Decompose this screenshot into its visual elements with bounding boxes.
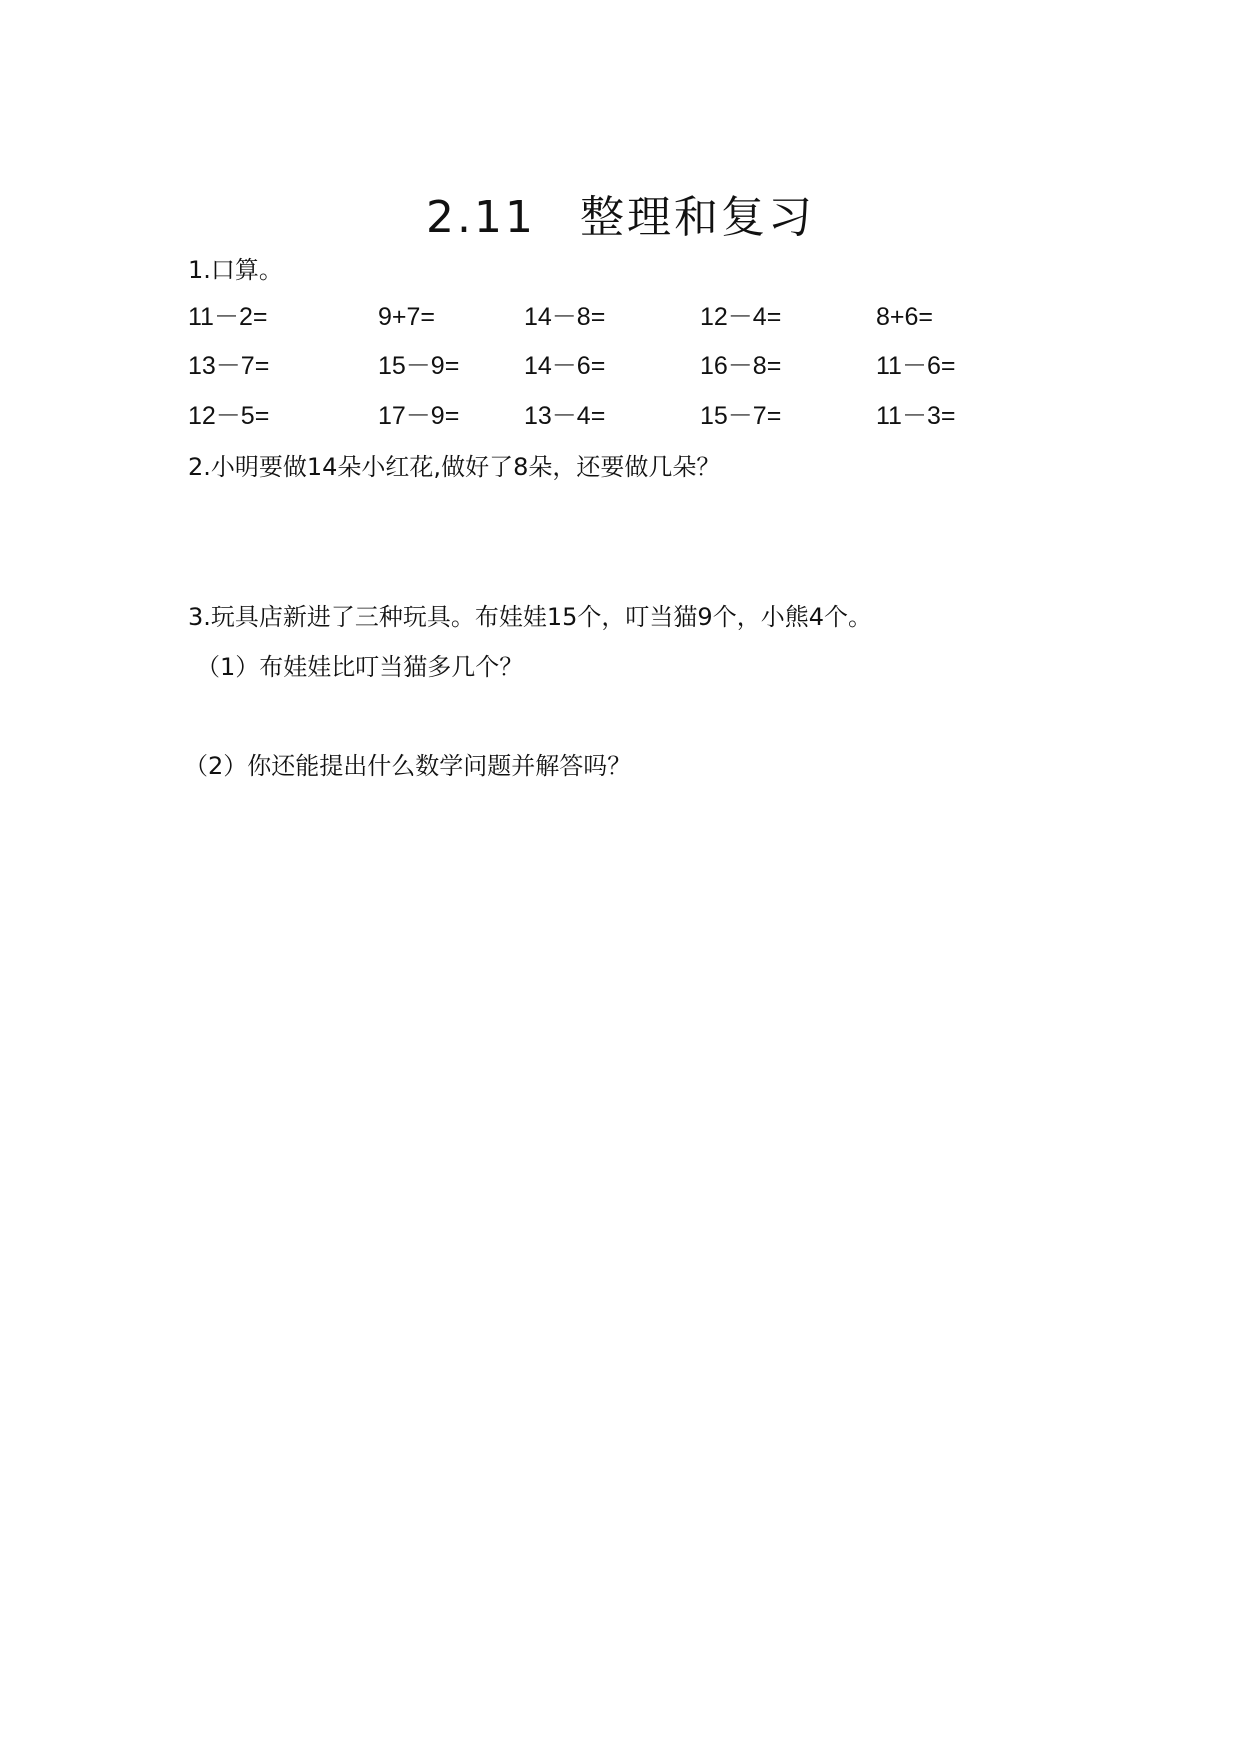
calc-item: 11－3= <box>876 402 956 430</box>
calc-item: 13－4= <box>524 402 606 430</box>
calc-item: 17－9= <box>378 402 460 430</box>
calc-item: 11－2= <box>188 303 268 331</box>
calc-item: 16－8= <box>700 352 782 380</box>
section-2-question: 2.小明要做14朵小红花,做好了8朵，还要做几朵？ <box>188 453 721 481</box>
calc-item: 8+6= <box>876 303 934 331</box>
section-1-heading: 1.口算。 <box>188 256 283 284</box>
title-text: 整理和复习 <box>579 192 815 243</box>
calc-row-1 <box>188 301 1088 333</box>
section-3-question: 3.玩具店新进了三种玩具。布娃娃15个，叮当猫9个，小熊4个。 <box>188 603 872 631</box>
calc-item: 14－6= <box>524 352 606 380</box>
calc-item: 15－7= <box>700 402 782 430</box>
calc-row-3 <box>188 400 1088 432</box>
calc-item: 12－4= <box>700 303 782 331</box>
calc-item: 14－8= <box>524 303 606 331</box>
calc-item: 12－5= <box>188 402 270 430</box>
calc-item: 9+7= <box>378 303 436 331</box>
section-3-subquestion-1: （1）布娃娃比叮当猫多几个？ <box>196 653 524 681</box>
section-3-subquestion-2: （2）你还能提出什么数学问题并解答吗？ <box>184 752 632 780</box>
page-title <box>0 190 1241 246</box>
calc-row-2 <box>188 350 1088 382</box>
calc-item: 11－6= <box>876 352 956 380</box>
calc-item: 13－7= <box>188 352 270 380</box>
title-number: 2.11 <box>426 192 536 243</box>
calc-item: 15－9= <box>378 352 460 380</box>
